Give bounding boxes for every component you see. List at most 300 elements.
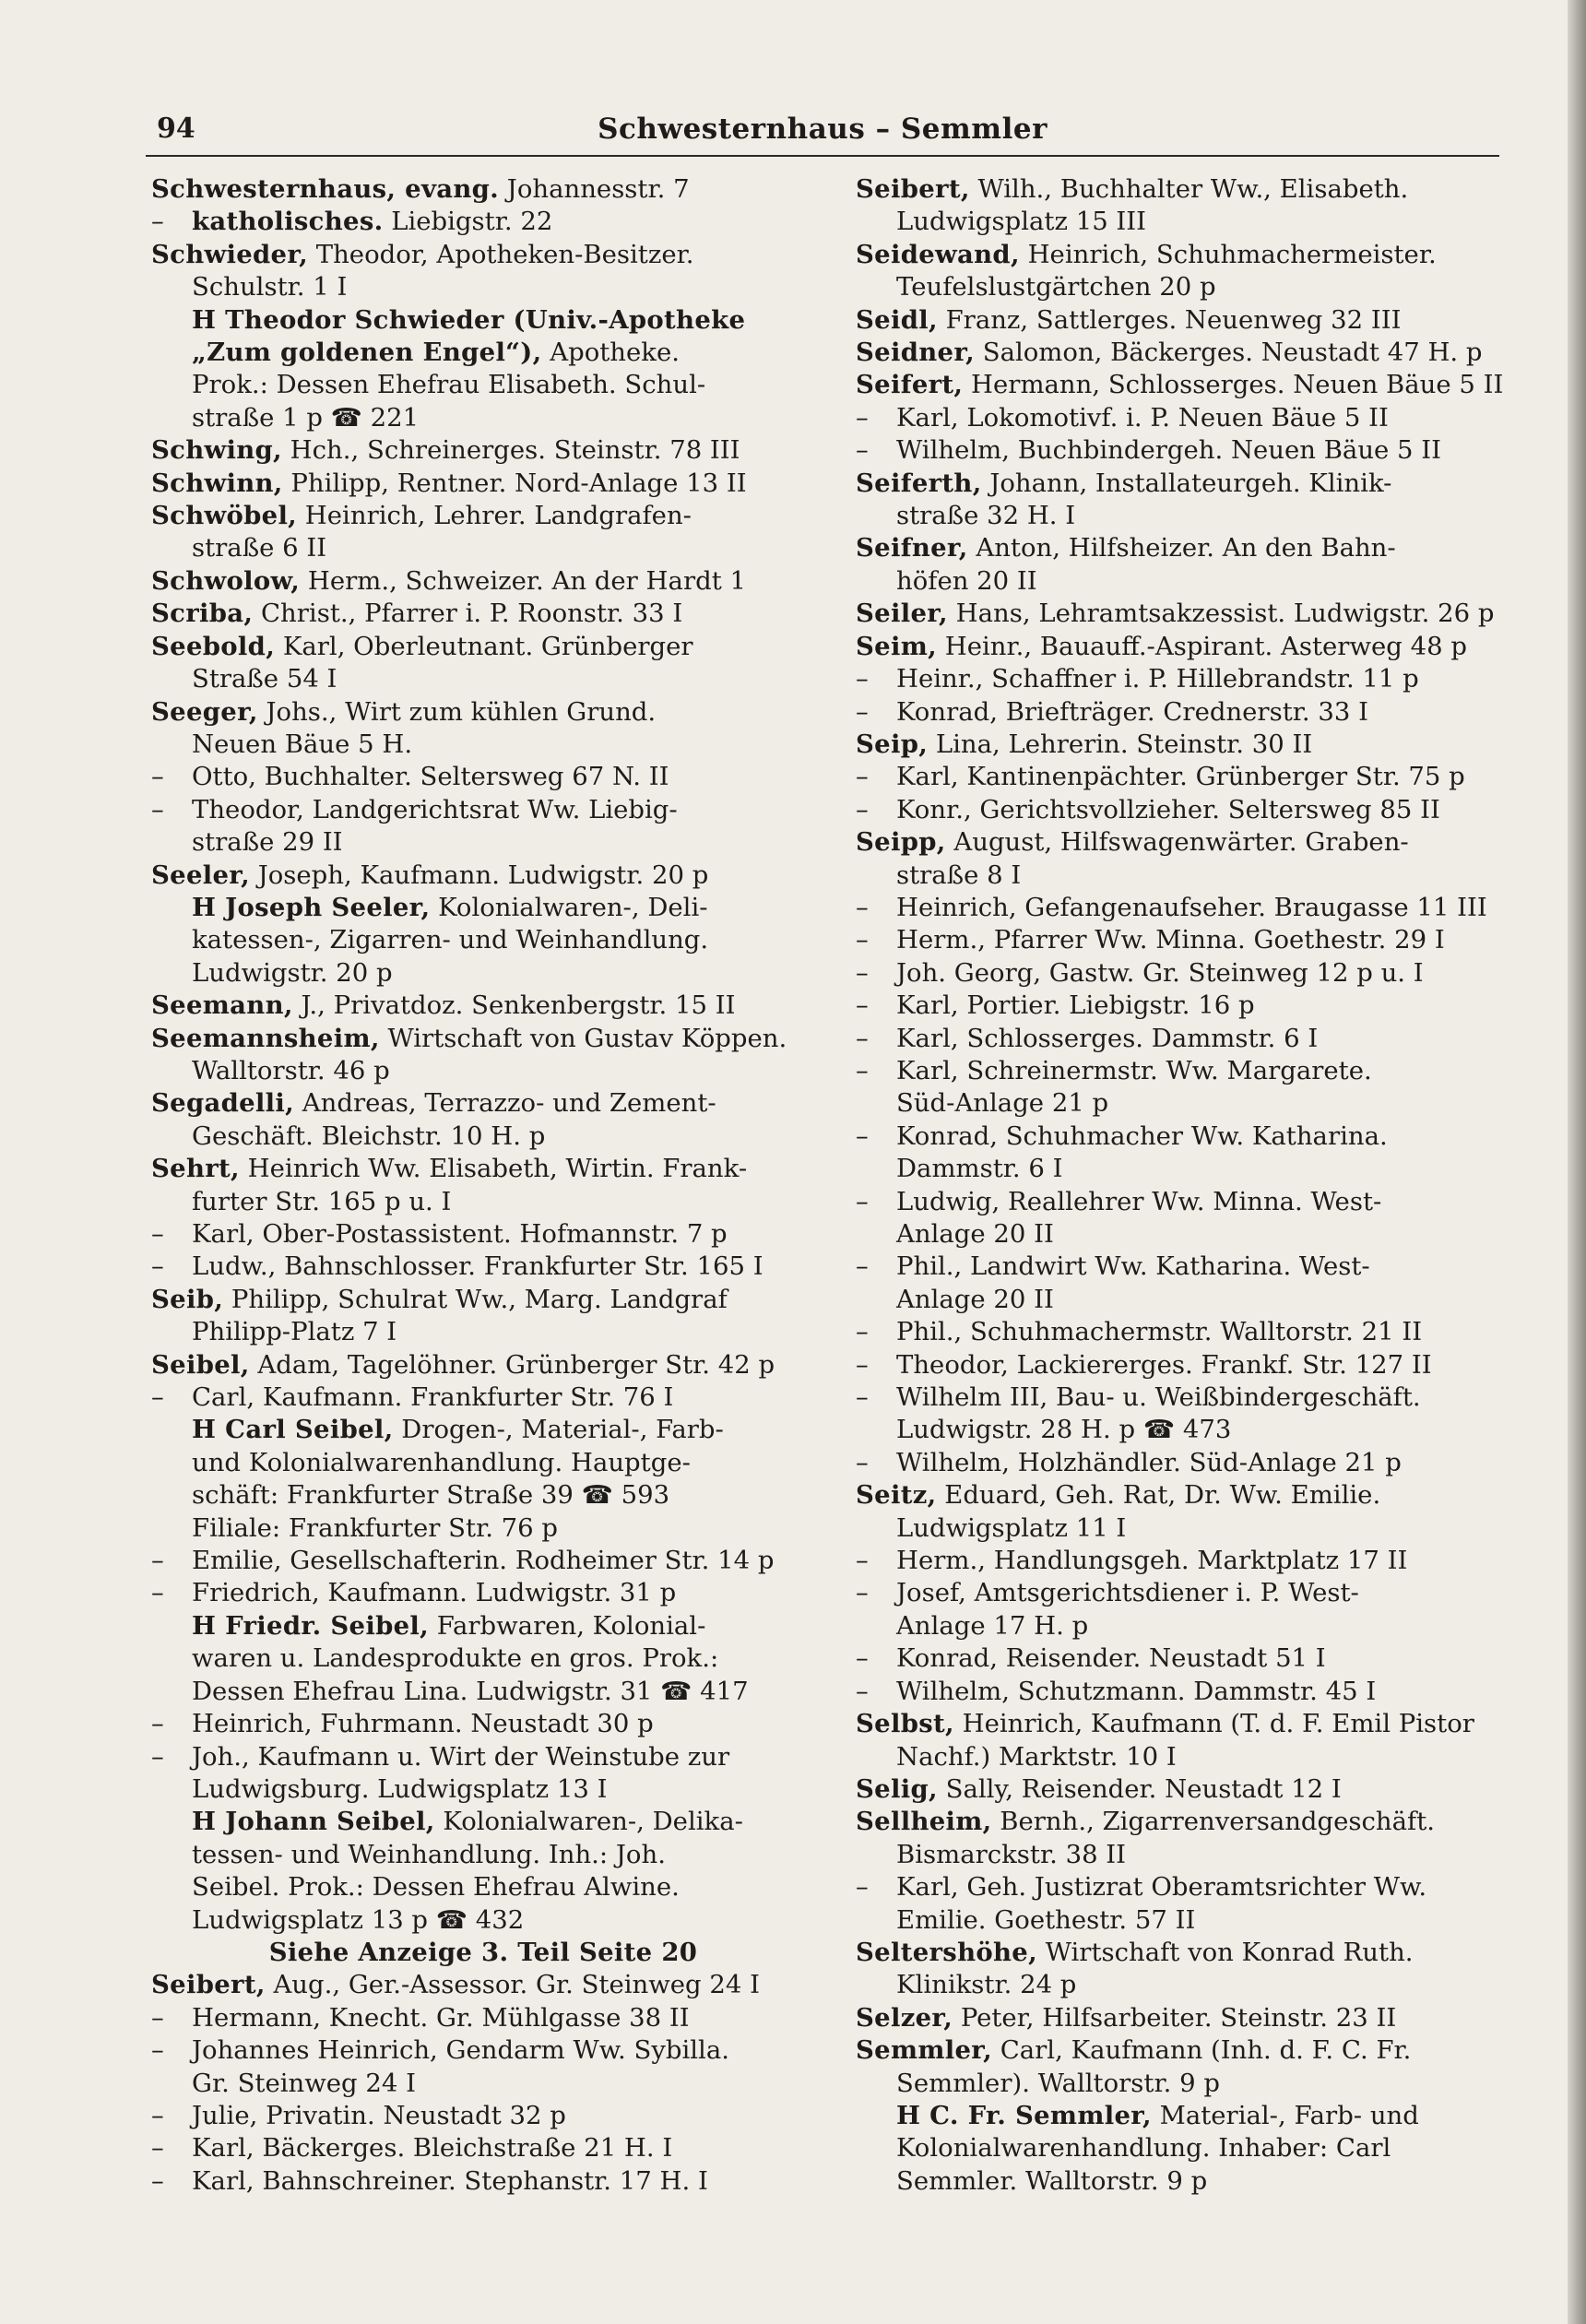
directory-entry xyxy=(856,598,1520,630)
directory-entry xyxy=(856,239,1520,271)
directory-entry xyxy=(151,1479,815,1512)
directory-entry xyxy=(151,2132,815,2164)
entry-text: Theodor, Lackiererges. Frankf. Str. 127 II xyxy=(896,1349,1432,1380)
continuation-dash: – xyxy=(856,664,869,694)
directory-entry xyxy=(151,598,815,630)
entry-name: Segadelli, xyxy=(151,1088,295,1119)
entry-text: Dessen Ehefrau Lina. Ludwigstr. 31 ☎ 417 xyxy=(192,1676,749,1706)
entry-text: Semmler). Walltorstr. 9 p xyxy=(896,2068,1220,2098)
entry-text: Karl, Oberleutnant. Grünberger xyxy=(275,631,693,661)
entry-text: Peter, Hilfsarbeiter. Steinstr. 23 II xyxy=(953,2002,1397,2033)
directory-entry xyxy=(856,1087,1520,1120)
continuation-dash: – xyxy=(856,957,869,988)
entry-text: Prok.: Dessen Ehefrau Elisabeth. Schul- xyxy=(192,370,706,400)
directory-entry xyxy=(856,173,1520,206)
directory-entry xyxy=(151,1545,815,1577)
entry-text: und Kolonialwarenhandlung. Hauptge- xyxy=(192,1447,691,1477)
directory-entry xyxy=(856,1642,1520,1675)
directory-entry xyxy=(856,434,1520,467)
entry-name: H Johann Seibel, xyxy=(192,1807,435,1837)
entry-text: Farbwaren, Kolonial- xyxy=(429,1610,706,1641)
directory-entry xyxy=(856,1773,1520,1806)
directory-entry xyxy=(151,729,815,761)
directory-entry xyxy=(151,2034,815,2067)
directory-entry xyxy=(856,1218,1520,1251)
entry-text: Karl, Ober-Postassistent. Hofmannstr. 7 p xyxy=(192,1219,728,1249)
entry-name: Seidl, xyxy=(856,304,938,335)
entry-text: Ludwigstr. 28 H. p ☎ 473 xyxy=(896,1415,1232,1445)
directory-entry xyxy=(151,794,815,826)
directory-entry xyxy=(856,957,1520,990)
directory-entry xyxy=(856,1023,1520,1055)
directory-entry xyxy=(151,2002,815,2034)
directory-entry xyxy=(151,402,815,434)
directory-entry xyxy=(856,1349,1520,1381)
entry-name: Seib, xyxy=(151,1284,224,1314)
entry-name: Seibert, xyxy=(856,174,970,204)
directory-entry xyxy=(151,1349,815,1381)
entry-text: Carl, Kaufmann (Inh. d. F. C. Fr. xyxy=(991,2035,1412,2066)
entry-text: Konrad, Reisender. Neustadt 51 I xyxy=(896,1643,1326,1674)
directory-entry xyxy=(151,2068,815,2100)
entry-name: Sehrt, xyxy=(151,1154,240,1184)
entry-text: straße 6 II xyxy=(192,533,327,563)
directory-entry xyxy=(856,1120,1520,1153)
continuation-dash: – xyxy=(856,1676,869,1706)
directory-entry xyxy=(151,1871,815,1903)
entry-name: H Carl Seibel, xyxy=(192,1415,394,1445)
entry-text: Heinrich Ww. Elisabeth, Wirtin. Frank- xyxy=(239,1154,748,1184)
entry-text: straße 8 I xyxy=(896,860,1022,890)
directory-entry xyxy=(856,2068,1520,2100)
entry-text: Joh. Georg, Gastw. Gr. Steinweg 12 p u. I xyxy=(896,957,1424,988)
entry-name: Seim, xyxy=(856,631,937,661)
entry-text: Anlage 20 II xyxy=(896,1284,1054,1314)
entry-text: katessen-, Zigarren- und Weinhandlung. xyxy=(192,925,709,955)
continuation-dash: – xyxy=(856,1643,869,1674)
directory-entry xyxy=(151,337,815,369)
continuation-dash: – xyxy=(151,1219,164,1249)
directory-entry xyxy=(151,696,815,729)
entry-text: Heinrich, Schuhmachermeister. xyxy=(1019,239,1437,269)
running-title: Schwesternhaus – Semmler xyxy=(598,113,1047,146)
entry-text: Carl, Kaufmann. Frankfurter Str. 76 I xyxy=(192,1382,674,1413)
continuation-dash: – xyxy=(856,762,869,792)
entry-text: Heinrich, Fuhrmann. Neustadt 30 p xyxy=(192,1709,654,1739)
continuation-dash: – xyxy=(856,1349,869,1380)
entry-name: Schwing, xyxy=(151,435,282,466)
continuation-dash: – xyxy=(151,2133,164,2164)
entry-text: Theodor, Apotheken-Besitzer. xyxy=(308,239,694,269)
continuation-dash: – xyxy=(856,925,869,955)
entry-text: Neuen Bäue 5 H. xyxy=(192,729,413,759)
directory-entry xyxy=(856,631,1520,663)
continuation-dash: – xyxy=(856,1546,869,1576)
continuation-dash: – xyxy=(151,762,164,792)
entry-text: Ludwigstr. 20 p xyxy=(192,957,393,988)
entry-name: Schwolow, xyxy=(151,565,301,596)
directory-entry xyxy=(856,794,1520,826)
entry-text: Wilhelm, Buchbindergeh. Neuen Bäue 5 II xyxy=(896,435,1442,466)
directory-entry xyxy=(151,860,815,892)
continuation-dash: – xyxy=(151,2165,164,2196)
continuation-dash: – xyxy=(151,794,164,824)
entry-text: tessen- und Weinhandlung. Inh.: Joh. xyxy=(192,1839,666,1869)
entry-name: Siehe Anzeige 3. Teil Seite 20 xyxy=(268,1937,698,1967)
entry-text: Christ., Pfarrer i. P. Roonstr. 33 I xyxy=(253,599,683,629)
entry-name: Seebold, xyxy=(151,631,276,661)
entry-text: Straße 54 I xyxy=(192,664,337,694)
entry-text: Hermann, Schlosserges. Neuen Bäue 5 II xyxy=(963,370,1504,400)
directory-entry xyxy=(151,500,815,532)
entry-name: Seipp, xyxy=(856,827,946,858)
entry-name: H Friedr. Seibel, xyxy=(192,1610,430,1641)
entry-text: Philipp, Rentner. Nord-Anlage 13 II xyxy=(282,468,747,498)
entry-text: Bernh., Zigarrenversandgeschäft. xyxy=(991,1807,1436,1837)
directory-entry xyxy=(151,206,815,238)
directory-entry xyxy=(151,1839,815,1871)
entry-text: Philipp, Schulrat Ww., Marg. Landgraf xyxy=(223,1284,728,1314)
directory-entry xyxy=(151,761,815,793)
continuation-dash: – xyxy=(856,1578,869,1608)
continuation-dash: – xyxy=(856,1382,869,1413)
directory-entry xyxy=(151,924,815,956)
entry-text: Wilhelm, Schutzmann. Dammstr. 45 I xyxy=(896,1676,1377,1706)
continuation-dash: – xyxy=(856,1055,869,1085)
continuation-dash: – xyxy=(856,1317,869,1347)
entry-text: waren u. Landesprodukte en gros. Prok.: xyxy=(192,1643,719,1674)
page-number: 94 xyxy=(157,113,195,145)
entry-name: Seibert, xyxy=(151,1970,266,2000)
directory-entry xyxy=(856,337,1520,369)
directory-entry xyxy=(151,1610,815,1642)
entry-name: Scriba, xyxy=(151,599,254,629)
entry-text: Wirtschaft von Konrad Ruth. xyxy=(1036,1937,1414,1967)
entry-text: Joseph, Kaufmann. Ludwigstr. 20 p xyxy=(249,860,709,890)
entry-name: Schwöbel, xyxy=(151,501,298,531)
directory-entry xyxy=(856,1479,1520,1512)
entry-name: H Theodor Schwieder (Univ.-Apotheke xyxy=(192,304,746,335)
entry-text: Dammstr. 6 I xyxy=(896,1154,1063,1184)
directory-entry xyxy=(151,1773,815,1806)
entry-text: August, Hilfswagenwärter. Graben- xyxy=(945,827,1409,858)
directory-entry xyxy=(856,1676,1520,1708)
directory-entry xyxy=(151,1055,815,1087)
entry-name: Schwinn, xyxy=(151,468,283,498)
entry-text: Ludwigsburg. Ludwigsplatz 13 I xyxy=(192,1773,608,1804)
entry-text: Herm., Handlungsgeh. Marktplatz 17 II xyxy=(896,1546,1408,1576)
directory-entry xyxy=(151,532,815,564)
continuation-dash: – xyxy=(856,435,869,466)
entry-name: Schwieder, xyxy=(151,239,309,269)
directory-entry xyxy=(856,860,1520,892)
directory-entry xyxy=(856,1316,1520,1348)
entry-name: Seibel, xyxy=(151,1349,250,1380)
directory-entry xyxy=(856,826,1520,859)
entry-text: Karl, Schlosserges. Dammstr. 6 I xyxy=(896,1023,1319,1053)
entry-text: Sally, Reisender. Neustadt 12 I xyxy=(937,1773,1342,1804)
entry-text: Semmler. Walltorstr. 9 p xyxy=(896,2165,1208,2196)
directory-entry xyxy=(151,1251,815,1283)
directory-entry xyxy=(151,1741,815,1773)
entry-name: Seemannsheim, xyxy=(151,1023,380,1053)
directory-entry xyxy=(151,2165,815,2198)
continuation-dash: – xyxy=(856,1186,869,1216)
directory-entry xyxy=(856,2100,1520,2132)
left-column xyxy=(151,173,815,2198)
entry-name: H Joseph Seeler, xyxy=(192,892,431,922)
entry-text: Teufelslustgärtchen 20 p xyxy=(896,272,1216,302)
entry-text: Kolonialwarenhandlung. Inhaber: Carl xyxy=(896,2133,1391,2164)
entry-text: Schulstr. 1 I xyxy=(192,272,348,302)
directory-entry xyxy=(856,761,1520,793)
entry-text: Emilie. Goethestr. 57 II xyxy=(896,1904,1196,1935)
entry-text: Heinrich, Kaufmann (T. d. F. Emil Pistor xyxy=(953,1709,1474,1739)
entry-text: Wilh., Buchhalter Ww., Elisabeth. xyxy=(969,174,1409,204)
directory-entry xyxy=(151,990,815,1022)
entry-text: Walltorstr. 46 p xyxy=(192,1055,390,1085)
directory-entry xyxy=(856,1937,1520,1969)
directory-entry xyxy=(151,304,815,337)
directory-entry xyxy=(856,1871,1520,1903)
directory-entry xyxy=(151,468,815,500)
entry-text: Herm., Pfarrer Ww. Minna. Goethestr. 29 I xyxy=(896,925,1445,955)
directory-entry xyxy=(856,2132,1520,2164)
entry-text: Karl, Geh. Justizrat Oberamtsrichter Ww. xyxy=(896,1872,1427,1903)
entry-name: Seeger, xyxy=(151,696,258,727)
continuation-dash: – xyxy=(856,990,869,1021)
entry-text: Theodor, Landgerichtsrat Ww. Liebig- xyxy=(192,794,678,824)
continuation-dash: – xyxy=(856,402,869,433)
entry-text: Heinr., Schaffner i. P. Hillebrandstr. 11 p xyxy=(896,664,1419,694)
entry-text: Wilhelm III, Bau- u. Weißbindergeschäft. xyxy=(896,1382,1421,1413)
entry-text: Lina, Lehrerin. Steinstr. 30 II xyxy=(928,729,1313,759)
directory-entry xyxy=(856,468,1520,500)
directory-entry xyxy=(151,1676,815,1708)
directory-entry xyxy=(856,1381,1520,1414)
directory-entry xyxy=(856,206,1520,238)
continuation-dash: – xyxy=(151,1709,164,1739)
directory-entry xyxy=(856,271,1520,303)
page-header xyxy=(146,109,1499,157)
entry-name: Selbst, xyxy=(856,1709,954,1739)
entry-text: Aug., Ger.-Assessor. Gr. Steinweg 24 I xyxy=(265,1970,760,2000)
directory-entry xyxy=(856,1251,1520,1283)
directory-entry xyxy=(151,1023,815,1055)
directory-entry xyxy=(151,2100,815,2132)
entry-text: straße 1 p ☎ 221 xyxy=(192,402,420,433)
entry-text: Franz, Sattlerges. Neuenweg 32 III xyxy=(937,304,1402,335)
directory-entry xyxy=(151,1284,815,1316)
entry-text: Gr. Steinweg 24 I xyxy=(192,2068,417,2098)
directory-entry xyxy=(151,1806,815,1838)
directory-entry xyxy=(856,1545,1520,1577)
directory-entry xyxy=(856,565,1520,598)
entry-text: Geschäft. Bleichstr. 10 H. p xyxy=(192,1120,546,1151)
entry-text: Hermann, Knecht. Gr. Mühlgasse 38 II xyxy=(192,2002,690,2033)
entry-name: Seemann, xyxy=(151,990,293,1021)
entry-text: höfen 20 II xyxy=(896,565,1037,596)
directory-entry xyxy=(856,402,1520,434)
directory-entry xyxy=(151,631,815,663)
directory-entry xyxy=(151,1316,815,1348)
directory-entry xyxy=(856,369,1520,401)
entry-text: Wirtschaft von Gustav Köppen. xyxy=(379,1023,787,1053)
entry-text: Eduard, Geh. Rat, Dr. Ww. Emilie. xyxy=(936,1480,1381,1511)
directory-entry xyxy=(856,1806,1520,1838)
entry-text: Karl, Kantinenpächter. Grünberger Str. 75 p xyxy=(896,762,1465,792)
directory-entry xyxy=(856,1969,1520,2001)
entry-text: Ludwigsplatz 13 p ☎ 432 xyxy=(192,1904,525,1935)
entry-name: Selig, xyxy=(856,1773,938,1804)
continuation-dash: – xyxy=(856,696,869,727)
entry-text: Phil., Landwirt Ww. Katharina. West- xyxy=(896,1251,1370,1282)
entry-name: Seifner, xyxy=(856,533,968,563)
entry-name: Seidewand, xyxy=(856,239,1020,269)
entry-text: Liebigstr. 22 xyxy=(383,207,553,237)
entry-text: Johs., Wirt zum kühlen Grund. xyxy=(257,696,657,727)
directory-entry xyxy=(856,1708,1520,1740)
entry-text: Seibel. Prok.: Dessen Ehefrau Alwine. xyxy=(192,1872,680,1903)
directory-entry xyxy=(151,1447,815,1479)
entry-text: Hans, Lehramtsakzessist. Ludwigstr. 26 p xyxy=(947,599,1495,629)
directory-entry xyxy=(856,500,1520,532)
directory-entry xyxy=(856,1904,1520,1937)
continuation-dash: – xyxy=(151,1546,164,1576)
entry-text: Heinrich, Lehrer. Landgrafen- xyxy=(297,501,692,531)
directory-entry xyxy=(856,1610,1520,1642)
entry-text: Emilie, Gesellschafterin. Rodheimer Str. 14 p xyxy=(192,1546,775,1576)
continuation-dash: – xyxy=(151,1382,164,1413)
entry-text: Joh., Kaufmann u. Wirt der Weinstube zur xyxy=(192,1741,730,1772)
entry-name: Seidner, xyxy=(856,338,975,368)
entry-text: Konrad, Briefträger. Crednerstr. 33 I xyxy=(896,696,1368,727)
directory-entry xyxy=(856,1055,1520,1087)
continuation-dash: – xyxy=(856,1120,869,1151)
entry-text: Adam, Tagelöhner. Grünberger Str. 42 p xyxy=(249,1349,775,1380)
directory-entry xyxy=(856,990,1520,1022)
entry-text: Andreas, Terrazzo- und Zement- xyxy=(294,1088,716,1119)
continuation-dash: – xyxy=(151,1251,164,1282)
entry-text: Anton, Hilfsheizer. An den Bahn- xyxy=(967,533,1396,563)
directory-entry xyxy=(856,1186,1520,1218)
directory-entry xyxy=(856,729,1520,761)
directory-entry xyxy=(151,1937,815,1969)
directory-entry xyxy=(856,1414,1520,1446)
entry-name: Seltershöhe, xyxy=(856,1937,1037,1967)
entry-text: schäft: Frankfurter Straße 39 ☎ 593 xyxy=(192,1480,670,1511)
directory-entry xyxy=(856,1839,1520,1871)
entry-name: Sellheim, xyxy=(856,1807,992,1837)
entry-name: Semmler, xyxy=(856,2035,992,2066)
continuation-dash: – xyxy=(856,1251,869,1282)
directory-entry xyxy=(151,271,815,303)
directory-entry xyxy=(151,826,815,859)
continuation-dash: – xyxy=(151,207,164,237)
entry-text: Hch., Schreinerges. Steinstr. 78 III xyxy=(281,435,740,466)
directory-entry xyxy=(856,663,1520,695)
right-column xyxy=(856,173,1520,2198)
book-edge xyxy=(1568,0,1586,2324)
entry-text: Kolonialwaren-, Delika- xyxy=(434,1807,743,1837)
directory-entry xyxy=(856,2002,1520,2034)
entry-name: Seitz, xyxy=(856,1480,937,1511)
directory-entry xyxy=(151,239,815,271)
directory-entry xyxy=(151,1120,815,1153)
directory-entry xyxy=(151,1087,815,1120)
entry-text: Anlage 20 II xyxy=(896,1219,1054,1249)
directory-entry xyxy=(151,1414,815,1446)
directory-entry xyxy=(856,924,1520,956)
directory-entry xyxy=(856,892,1520,924)
continuation-dash: – xyxy=(151,2002,164,2033)
directory-entry xyxy=(151,892,815,924)
entry-text: Ludwig, Reallehrer Ww. Minna. West- xyxy=(896,1186,1382,1216)
entry-text: Salomon, Bäckerges. Neustadt 47 H. p xyxy=(974,338,1483,368)
directory-entry xyxy=(856,532,1520,564)
entry-name: Seifert, xyxy=(856,370,964,400)
entry-text: straße 32 H. I xyxy=(896,501,1076,531)
entry-text: Konr., Gerichtsvollzieher. Seltersweg 85 II xyxy=(896,794,1440,824)
directory-entry xyxy=(151,1904,815,1937)
directory-entry xyxy=(856,2165,1520,2198)
continuation-dash: – xyxy=(856,1023,869,1053)
entry-name: Schwesternhaus, evang. xyxy=(151,174,500,204)
directory-entry xyxy=(856,1284,1520,1316)
entry-text: straße 29 II xyxy=(192,827,343,858)
entry-text: Anlage 17 H. p xyxy=(896,1610,1089,1641)
directory-entry xyxy=(856,696,1520,729)
directory-entry xyxy=(856,2034,1520,2067)
entry-text: Klinikstr. 24 p xyxy=(896,1970,1077,2000)
directory-entry xyxy=(856,304,1520,337)
continuation-dash: – xyxy=(151,1741,164,1772)
entry-text: J., Privatdoz. Senkenbergstr. 15 II xyxy=(292,990,736,1021)
continuation-dash: – xyxy=(151,1578,164,1608)
entry-text: Karl, Lokomotivf. i. P. Neuen Bäue 5 II xyxy=(896,402,1389,433)
continuation-dash: – xyxy=(151,2035,164,2066)
entry-name: Seiferth, xyxy=(856,468,982,498)
entry-text: Karl, Bahnschreiner. Stephanstr. 17 H. I xyxy=(192,2165,708,2196)
directory-entry xyxy=(856,1577,1520,1609)
directory-entry xyxy=(151,1969,815,2001)
directory-entry xyxy=(151,1186,815,1218)
entry-text: Karl, Bäckerges. Bleichstraße 21 H. I xyxy=(192,2133,673,2164)
entry-text: Julie, Privatin. Neustadt 32 p xyxy=(192,2100,566,2130)
directory-entry xyxy=(856,1512,1520,1545)
directory-entry xyxy=(856,1741,1520,1773)
directory-entry xyxy=(856,1447,1520,1479)
entry-text: Ludwigsplatz 15 III xyxy=(896,207,1147,237)
entry-text: Herm., Schweizer. An der Hardt 1 xyxy=(300,565,746,596)
directory-entry xyxy=(151,434,815,467)
directory-entry xyxy=(151,1512,815,1545)
entry-name: Seiler, xyxy=(856,599,948,629)
entry-text: Otto, Buchhalter. Seltersweg 67 N. II xyxy=(192,762,669,792)
directory-entry xyxy=(151,1577,815,1609)
entry-text: Nachf.) Marktstr. 10 I xyxy=(896,1741,1177,1772)
entry-text: Josef, Amtsgerichtsdiener i. P. West- xyxy=(896,1578,1359,1608)
entry-text: Kolonialwaren-, Deli- xyxy=(430,892,708,922)
entry-text: Heinr., Bauauff.-Aspirant. Asterweg 48 p xyxy=(936,631,1467,661)
continuation-dash: – xyxy=(151,2100,164,2130)
directory-entry xyxy=(151,369,815,401)
continuation-dash: – xyxy=(856,794,869,824)
entry-text: Philipp-Platz 7 I xyxy=(192,1317,397,1347)
entry-name: Seeler, xyxy=(151,860,250,890)
entry-text: Johann, Installateurgeh. Klinik- xyxy=(981,468,1392,498)
entry-text: Konrad, Schuhmacher Ww. Katharina. xyxy=(896,1120,1388,1151)
